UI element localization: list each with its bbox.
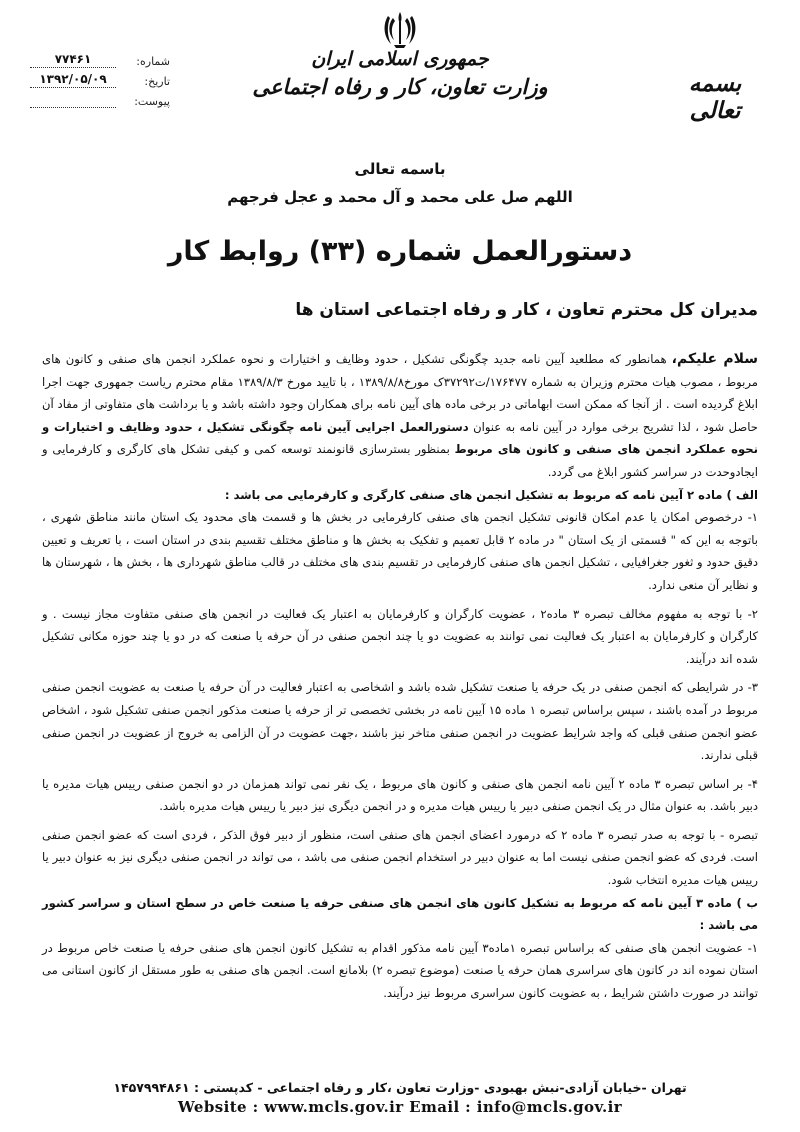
country-name: جمهوری اسلامی ایران bbox=[311, 48, 489, 70]
meta-number-value: ۷۷۴۶۱ bbox=[30, 52, 116, 68]
intro-text-2: بمنظور بسترسازی قانونمند توسعه کمی و کیفی تشکل های کارگری و کارفرمایی و ایجادوحدت در سراسر کشور ابلاغ می گردد. bbox=[42, 442, 758, 479]
section-b-item-1: ۱- عضویت انجمن های صنفی که براساس تبصره ۱ماده۳ آیین نامه مذکور اقدام به تشکیل کانون انجمن های صنفی حرفه یا صنعت خاص مربوط در استان نموده اند در کانون های سراسری همان حرفه یا صنعت (موضوع تبصره ۲) بلامانع است. انجمن های صنفی به طور مستقل از کانون استانی می توانند در صورت داشتن شرایط ، به عضویت کانون سراسری مربوط نیز درآیند. bbox=[42, 940, 759, 1001]
page-title: دستورالعمل شماره (۳۳) روابط کار bbox=[167, 236, 633, 267]
ministry-letterhead bbox=[250, 46, 550, 102]
intro-paragraph bbox=[42, 348, 758, 484]
section-a-note: تبصره - با توجه به صدر تبصره ۳ ماده ۲ که درمورد اعضای انجمن های صنفی است، منظور از دبیر فوق الذکر ، فردی است که عضو انجمن صنفی است. فردی که عضو انجمن صنفی نیست اما به عنوان دبیر در استخدام انجمن صنفی می باشد ، می تواند در انجمن صنفی دیگری نیز به عنوان دبیر یا رییس هیات مدیره انتخاب شود. bbox=[42, 827, 758, 888]
bismillah: باسمه تعالی bbox=[354, 160, 446, 178]
section-a-item-1: ۱- درخصوص امکان یا عدم امکان قانونی تشکیل انجمن های صنفی کارفرمایی در بخش ها و قسمت های محدود یک استان مانند مناطق شهری ، باتوجه به این که " قسمتی از یک استان " در ماده ۲ قابل تعمیم و تفکیک به بخش ها و مناطق مختلف تقسیم بندی در استان است ، با تعریف و تعیین دقیق حدود و ثغور جغرافیایی ، تشکیل انجمن های صنفی کارفرمایی در تقسیم بندی های مختلف در قالب مناطق شهرداری ها ، بخش ها ، شهرستان ها و نظایر آن منعی ندارد. bbox=[42, 510, 759, 592]
meta-number-label: شماره: bbox=[136, 55, 170, 68]
section-a-heading: الف ) ماده ۲ آیین نامه که مربوط به تشکیل انجمن های صنفی کارگری و کارفرمایی می باشد : bbox=[224, 487, 758, 502]
meta-date-label: تاریخ: bbox=[144, 75, 170, 88]
header-invocation: بسمه تعالی bbox=[688, 70, 742, 124]
meta-number-row bbox=[30, 48, 170, 68]
section-a-item-3: ۳- در شرایطی که انجمن صنفی در یک حرفه یا صنعت تشکیل شده باشد و اشخاصی به اعتبار فعالیت در آن حرفه یا صنعت به عضویت انجمن صنفی مربوط در آمده باشند ، سپس براساس تبصره ۱ ماده ۱۵ آیین نامه در بخشی تخصصی تر از حرفه یا صنعت مذکور انجمن صنفی تشکیل شود ، اشخاص عضو انجمن صنفی قبلی که واجد شرایط عضویت در انجمن صنفی متاخر نیز باشند ،جهت عضویت در آن الزامی به خروج از عضویت در انجمن صنفی قبلی ندارند. bbox=[42, 680, 759, 763]
letter-footer bbox=[0, 1080, 800, 1116]
meta-attachment-value bbox=[30, 106, 116, 108]
iran-emblem-icon bbox=[382, 10, 418, 50]
greeting: سلام علیکم، bbox=[671, 351, 758, 367]
letter-body bbox=[42, 348, 758, 1005]
meta-date-row bbox=[30, 68, 170, 88]
salawat: اللهم صل علی محمد و آل محمد و عجل فرجهم bbox=[227, 188, 573, 206]
meta-date-value: ۱۳۹۲/۰۵/۰۹ bbox=[30, 72, 116, 88]
intro-bold-title: دستورالعمل اجرایی آیین نامه چگونگی تشکیل ، حدود وظایف و اختیارات و نحوه عملکرد انجمن های صنفی و کانون های مربوط bbox=[42, 419, 758, 457]
intro-text-1: همانطور که مطلعید آیین نامه جدید چگونگی تشکیل ، حدود وظایف و اختیارات و نحوه عملکرد انجمن های صنفی و کانون های مربوط ، مصوب هیات محترم وزیران به شماره ۱۷۶۴۷۷/ت۳۷۲۹۲ک مورخ۱۳۸۹/۸/۸ ، با تایید مورخ ۱۳۸۹/۸/۳ مقام محترم ریاست جمهوری جهت اجرا ابلاغ گردیده است . از آنجا که ممکن است ابهاماتی در برخی ماده های آیین نامه برای همکاران وجود داشته باشد و یا برداشت های متفاوتی از مفاد آن حاصل شود ، لذا تشریح برخی موارد در آیین نامه به عنوان bbox=[42, 352, 759, 434]
addressee: مدیران کل محترم تعاون ، کار و رفاه اجتماعی استان ها bbox=[295, 300, 758, 320]
footer-address: تهران -خیابان آزادی-نبش بهبودی -وزارت تعاون ،کار و رفاه اجتماعی - کدپستی : ۱۴۵۷۹۹۴۸۶۱ bbox=[113, 1080, 687, 1095]
section-a-item-4: ۴- بر اساس تبصره ۳ ماده ۲ آیین نامه انجمن های صنفی و کانون های مربوط ، یک نفر نمی تواند همزمان در دو انجمن صنفی رییس هیات مدیره یا دبیر باشد. به عنوان مثال در یک انجمن صنفی دبیر یا رییس هیات مدیره و در انجمن دیگری نیز دبیر یا رییس هیات مدیره باشد. bbox=[42, 776, 759, 814]
letter-meta bbox=[30, 48, 170, 108]
meta-attachment-row bbox=[30, 88, 170, 108]
footer-web-email: Website : www.mcls.gov.ir Email : info@mcls.gov.ir bbox=[177, 1098, 623, 1116]
section-a-item-2: ۲- با توجه به مفهوم مخالف تبصره ۳ ماده۲ ، عضویت کارگران و کارفرمایان به اعتبار یک فعالیت در انجمن های صنفی متفاوت مجاز نیست . و کارگران و کارفرمایان به اعتبار یک فعالیت نمی توانند به عضویت دو یا چند انجمن صنفی در آن حرفه یا صنعت که در دو یا چند حوزه مکانی تشکیل شده اند درآیند. bbox=[42, 606, 759, 666]
meta-attachment-label: پیوست: bbox=[134, 95, 170, 108]
ministry-name: وزارت تعاون، کار و رفاه اجتماعی bbox=[252, 74, 548, 99]
section-b-heading: ب ) ماده ۳ آیین نامه که مربوط به تشکیل کانون های انجمن های صنفی حرفه یا صنعت خاص در سطح استان و سراسر کشور می باشد : bbox=[42, 895, 758, 933]
